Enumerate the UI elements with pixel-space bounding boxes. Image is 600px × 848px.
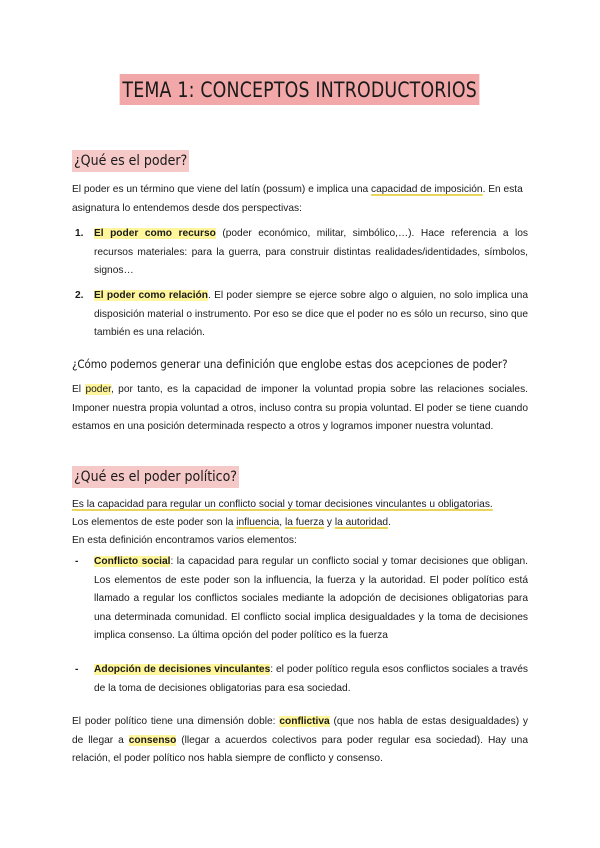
intro-highlight: capacidad de imposición — [371, 184, 483, 195]
list-item-bold: El poder como recurso — [94, 228, 216, 239]
closing-text-b: (que nos habla de estas desigualdades) y de llegar a — [72, 716, 528, 746]
element-autoridad: la autoridad — [334, 517, 389, 528]
list-marker: 1. — [75, 228, 84, 239]
list-item — [72, 661, 528, 698]
para-text-a: El — [72, 384, 86, 395]
list-item-text: : el poder político regula esos conflictos sociales a través de la toma de decisiones obligatorias para esa sociedad. — [94, 664, 528, 694]
list-marker: - — [75, 664, 79, 675]
subquestion: ¿Cómo podemos generar una definición que englobe estas dos acepciones de poder? — [72, 357, 508, 371]
elements-end: . — [388, 517, 391, 528]
element-fuerza: la fuerza — [284, 517, 325, 528]
closing-text-a: El poder político tiene una dimensión doble: — [72, 716, 280, 727]
list-item-text: (poder económico, militar, simbólico,…). Hace referencia a los recursos materiales: para la guerra, para construir distintas realidades/identidades, símbolos, signos… — [94, 228, 528, 276]
element-influencia: influencia — [236, 517, 280, 528]
list-marker: - — [75, 556, 79, 567]
page-title: TEMA 1: CONCEPTOS INTRODUCTORIOS — [120, 74, 480, 105]
intro-text-b: . En esta asignatura lo entendemos desde dos perspectivas: — [72, 184, 523, 214]
intro-text-a: El poder es un término que viene del latín (possum) e implica una — [72, 184, 371, 195]
closing-paragraph — [72, 713, 528, 769]
definition-paragraph — [72, 381, 528, 437]
list-item — [72, 553, 528, 646]
elements-text: Los elementos de este poder son la — [72, 517, 237, 528]
intro-paragraph — [72, 181, 528, 218]
list-item-bold: El poder como relación — [94, 290, 208, 301]
list-item — [72, 225, 528, 281]
elements-separator: , — [279, 517, 285, 528]
para-highlight: poder — [85, 384, 111, 395]
title-wrap — [0, 74, 600, 105]
list-item — [72, 287, 528, 343]
closing-text-c: (llegar a acuerdos colectivos para poder regular esa sociedad). Hay una relación, el poder político nos habla siempre de conflicto y consenso. — [72, 734, 528, 764]
section-heading-poder-politico: ¿Qué es el poder político? — [72, 466, 239, 488]
politico-definition — [72, 496, 528, 550]
closing-highlight-consenso: consenso — [128, 734, 177, 746]
section-heading-poder: ¿Qué es el poder? — [72, 150, 189, 172]
elements-separator: y — [324, 517, 335, 528]
elements-lead: En esta definición encontramos varios elementos: — [72, 535, 297, 546]
list-item-text: : la capacidad para regular un conflicto social y tomar decisiones que obligan. Los elementos de este poder son la influencia, la fuerza y la autoridad. El poder político está llamado a regular los conflictos sociales mediante la adopción de decisiones obligatorias para una determinada comunidad. El conflicto social implica desigualdades y la toma de decisiones implica consenso. La última opción del poder político es la fuerza — [94, 556, 528, 641]
para-text-b: , por tanto, es la capacidad de imponer la voluntad propia sobre las relaciones sociales. Imponer nuestra propia voluntad a otros, incluso contra su propia voluntad. El poder se tiene cuando estamos en una posición determinada respecto a otros y logramos imponer nuestra voluntad. — [72, 384, 528, 432]
list-item-bold: Conflicto social — [94, 556, 171, 567]
politico-def-text: Es la capacidad para regular un conflicto social y tomar decisiones vinculantes u obligatorias. — [72, 499, 493, 510]
list-item-bold: Adopción de decisiones vinculantes — [94, 664, 271, 675]
closing-highlight-conflictiva: conflictiva — [279, 716, 330, 727]
list-item-text: . El poder siempre se ejerce sobre algo o alguien, no solo implica una disposición material o instrumento. Por eso se dice que el poder no es sólo un recurso, sino que también es una relación. — [94, 290, 529, 338]
list-marker: 2. — [75, 290, 84, 301]
